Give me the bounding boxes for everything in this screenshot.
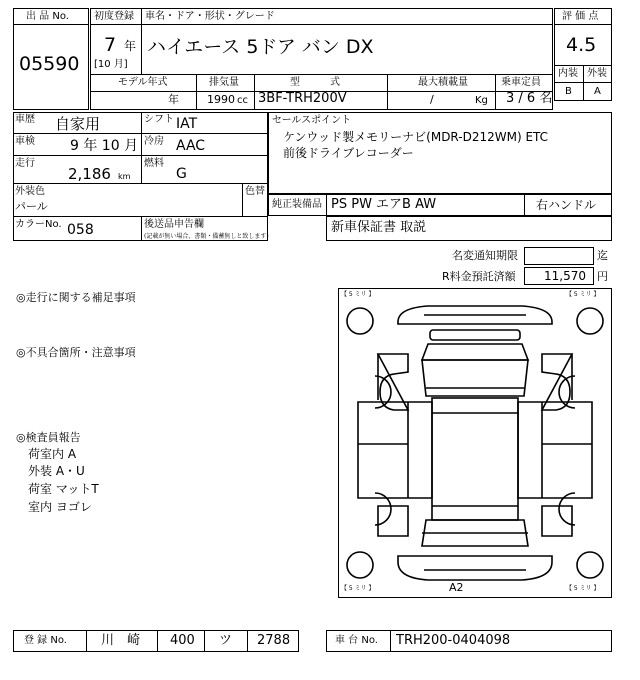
mileage-unit: km bbox=[118, 172, 131, 181]
transfer-deadline-box bbox=[524, 247, 594, 265]
tire-depth-bottom-left: 【 5 ミリ 】 bbox=[341, 585, 375, 592]
vehicle-outline-diagram bbox=[338, 288, 612, 598]
score-value: 4.5 bbox=[566, 34, 597, 56]
right-rear-quarter-icon bbox=[542, 506, 572, 536]
supplement-heading: ◎走行に関する補足事項 bbox=[16, 291, 136, 304]
shift-label: シフト bbox=[144, 114, 174, 125]
wheel-icon bbox=[577, 308, 603, 334]
history: 自家用 bbox=[55, 115, 101, 133]
registration-number: 2788 bbox=[257, 633, 291, 648]
report-line: 外装 A・U bbox=[28, 464, 85, 478]
report-line: 荷室 マットT bbox=[28, 482, 99, 496]
capacity: 3 / 6 名 bbox=[506, 91, 553, 106]
max-load-unit: Kg bbox=[475, 95, 488, 106]
recycle-fee-label: R料金預託済額 bbox=[442, 270, 516, 283]
exterior-color-label: 外装色 bbox=[15, 186, 45, 197]
docs-note: (記載が無い場合、書類・備蓄無しと致します) bbox=[144, 233, 269, 240]
registration-area: 川 崎 bbox=[101, 633, 141, 648]
fuel-label: 燃料 bbox=[144, 158, 164, 169]
rear-bumper-icon bbox=[398, 556, 552, 580]
left-side-panel-icon bbox=[358, 402, 432, 498]
model-year-label: モデル年式 bbox=[118, 77, 168, 88]
exterior-color: パール bbox=[15, 200, 48, 213]
mileage: 2,186 bbox=[68, 165, 111, 183]
first-registration-year: 7 bbox=[104, 34, 117, 56]
warranty: 新車保証書 取説 bbox=[331, 220, 427, 235]
type-label: 型 式 bbox=[290, 77, 340, 88]
displacement-unit: cc bbox=[237, 95, 248, 106]
color-change-label: 色替 bbox=[245, 186, 265, 197]
fuel: G bbox=[176, 166, 187, 182]
chassis-number: TRH200-0404098 bbox=[396, 633, 511, 648]
shift: IAT bbox=[176, 116, 198, 132]
sales-point-line-2: 前後ドライブレコーダー bbox=[283, 146, 414, 160]
defects-heading: ◎不具合箇所・注意事項 bbox=[16, 346, 136, 359]
windshield-icon bbox=[422, 360, 528, 396]
displacement: 1990 bbox=[207, 93, 235, 106]
steering-side: 右ハンドル bbox=[536, 198, 597, 212]
transfer-deadline-label: 名変通知期限 bbox=[452, 249, 518, 262]
ac-label: 冷房 bbox=[144, 136, 164, 147]
ac: AAC bbox=[176, 138, 206, 154]
registration-label: 登 録 No. bbox=[24, 635, 67, 646]
year-unit: 年 bbox=[124, 39, 137, 53]
tire-depth-top-left: 【 5 ミリ 】 bbox=[341, 291, 375, 298]
chassis-label: 車 台 No. bbox=[335, 635, 378, 646]
wheel-icon bbox=[347, 552, 373, 578]
sales-point-label: セールスポイント bbox=[272, 115, 352, 126]
color-number: 058 bbox=[67, 222, 94, 238]
exterior-grade: A bbox=[594, 86, 601, 97]
model-name: ハイエース 5ドア バン DX bbox=[147, 36, 374, 58]
exterior-label: 外装 bbox=[587, 68, 607, 79]
model-name-label: 車名・ドア・形状・グレード bbox=[145, 11, 275, 22]
equipment-label: 純正装備品 bbox=[272, 199, 322, 210]
equipment: PS PW エアB AW bbox=[331, 197, 437, 212]
max-load-label: 最大積載量 bbox=[418, 77, 468, 88]
recycle-fee-unit: 円 bbox=[597, 270, 608, 283]
tire-depth-top-right: 【 5 ミリ 】 bbox=[566, 291, 600, 298]
docs-label: 後送品申告欄 bbox=[144, 219, 204, 230]
score-label: 評 価 点 bbox=[562, 11, 599, 22]
displacement-label: 排気量 bbox=[209, 77, 239, 88]
lot-number: 05590 bbox=[19, 53, 80, 75]
report-line: 室内 ヨゴレ bbox=[28, 500, 92, 514]
interior-grade: B bbox=[565, 86, 572, 97]
recycle-fee-amount: 11,570 bbox=[544, 269, 586, 283]
first-registration-month: [10 月] bbox=[94, 59, 128, 70]
roof-icon bbox=[432, 398, 518, 520]
transfer-deadline-suffix: 迄 bbox=[597, 249, 608, 262]
sales-point-line-1: ケンウッド製メモリーナビ(MDR-D212WM) ETC bbox=[283, 130, 549, 144]
type-value: 3BF-TRH200V bbox=[258, 91, 347, 106]
interior-label: 内装 bbox=[558, 68, 578, 79]
lot-number-label: 出 品 No. bbox=[26, 11, 69, 22]
report-line: 荷室内 A bbox=[28, 447, 77, 461]
registration-class: 400 bbox=[170, 633, 195, 648]
capacity-label: 乗車定員 bbox=[501, 77, 541, 88]
tire-depth-bottom-right: 【 5 ミリ 】 bbox=[566, 585, 600, 592]
right-side-panel-icon bbox=[518, 402, 592, 498]
mileage-label: 走行 bbox=[15, 158, 35, 169]
first-registration-label: 初度登録 bbox=[94, 11, 134, 22]
max-load-slash: / bbox=[430, 93, 434, 106]
wheel-icon bbox=[577, 552, 603, 578]
history-label: 車歴 bbox=[15, 114, 35, 125]
color-number-label: カラーNo. bbox=[15, 219, 62, 230]
damage-code-rear: A2 bbox=[449, 581, 464, 594]
inspection: 9 年 10 月 bbox=[70, 138, 139, 154]
hood-icon bbox=[430, 330, 520, 340]
registration-kana: ツ bbox=[219, 633, 233, 648]
left-rear-quarter-icon bbox=[378, 506, 408, 536]
wheel-icon bbox=[347, 308, 373, 334]
inspection-label: 車検 bbox=[15, 136, 35, 147]
model-year-unit: 年 bbox=[168, 93, 179, 106]
inspector-heading: ◎検査員報告 bbox=[16, 431, 81, 444]
